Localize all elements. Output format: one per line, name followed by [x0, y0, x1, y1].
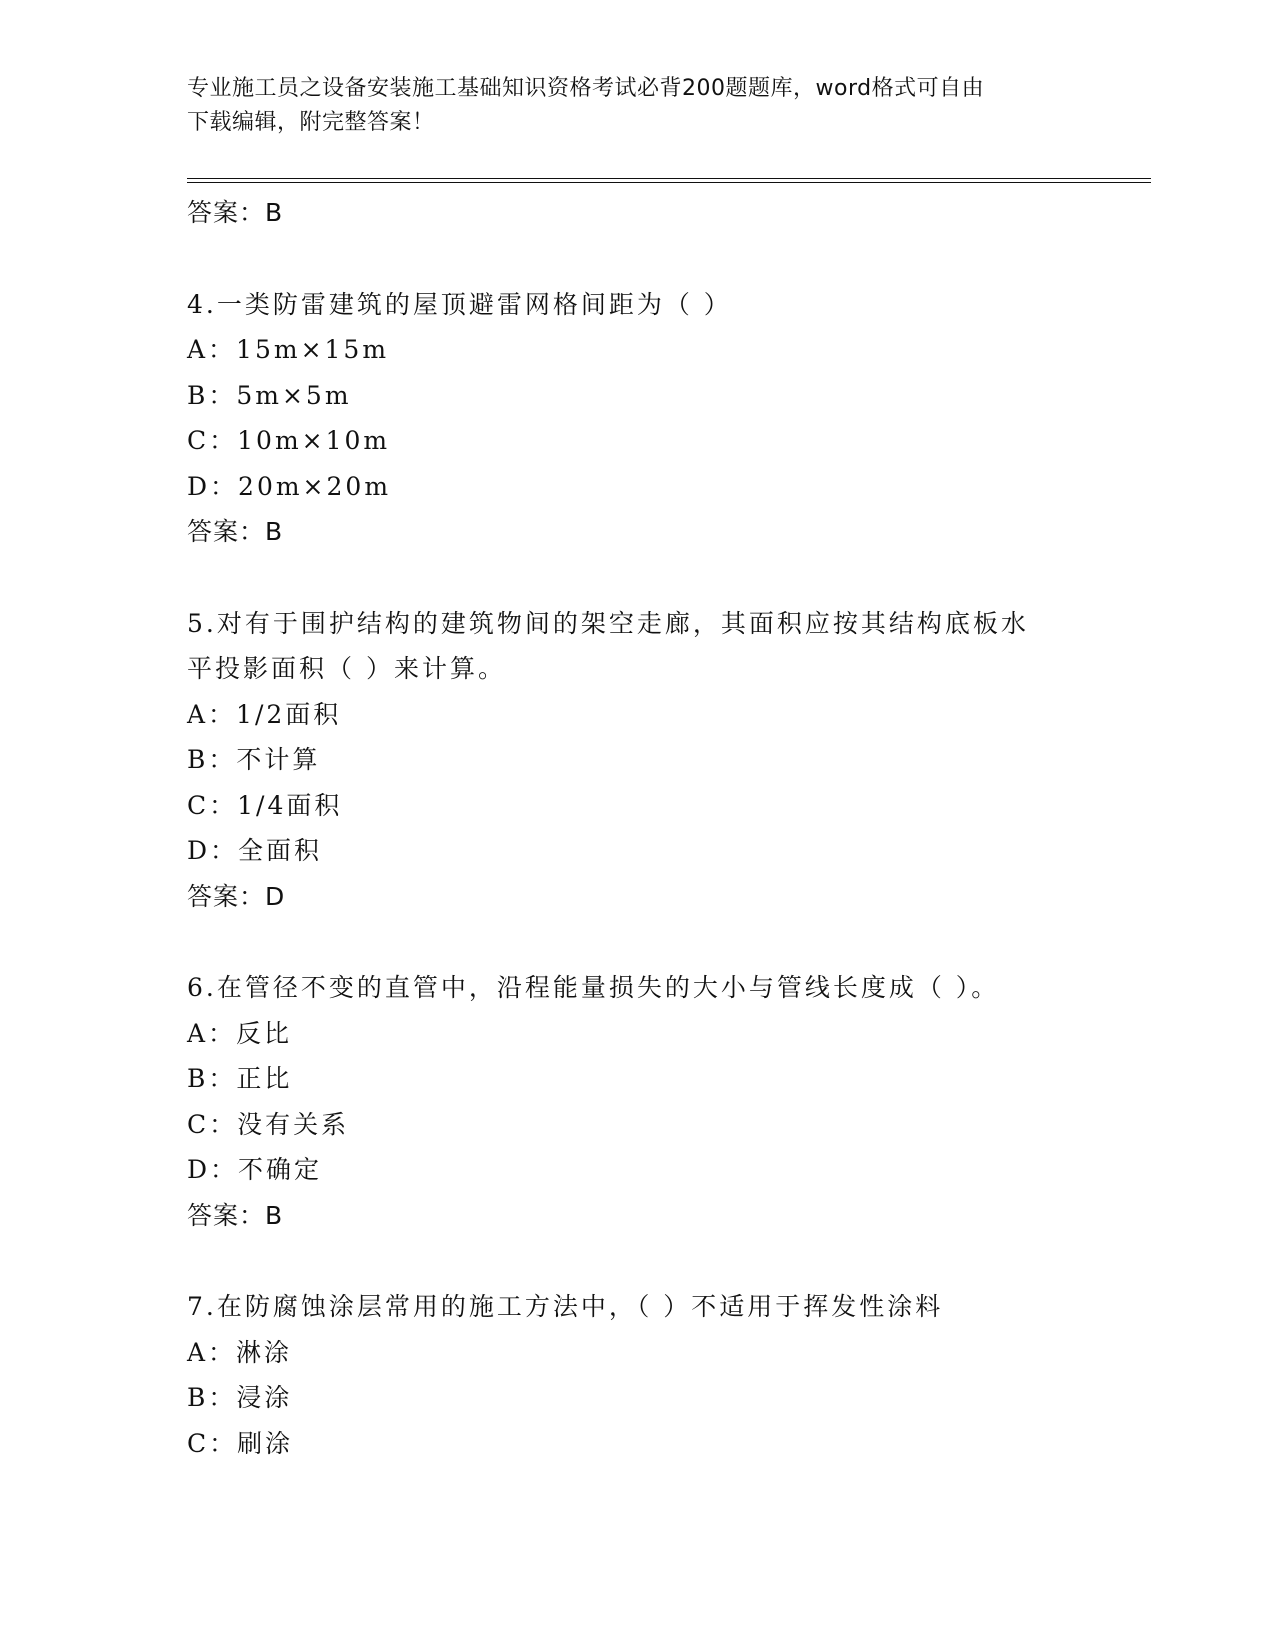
spacer	[187, 1238, 1151, 1284]
header-line-2: 下载编辑，附完整答案！	[187, 110, 435, 135]
option-a: A：15m×15m	[187, 335, 390, 364]
answer: 答案：B	[187, 1200, 284, 1230]
question-6	[187, 965, 1151, 1238]
question-5	[187, 601, 1151, 920]
option-d: D：20m×20m	[187, 471, 392, 501]
option-c: C：10m×10m	[187, 426, 391, 455]
previous-answer: 答案：B	[187, 198, 284, 227]
option-b: B：正比	[187, 1064, 293, 1093]
option-c: C：没有关系	[187, 1109, 350, 1139]
spacer	[187, 919, 1151, 965]
option-a: A：反比	[187, 1018, 293, 1048]
option-c: C：1/4面积	[187, 790, 343, 820]
question-stem: 6.在管径不变的直管中，沿程能量损失的大小与管线长度成（ ）。	[187, 973, 1000, 1002]
option-b: B：浸涂	[187, 1383, 293, 1412]
question-stem: 7.在防腐蚀涂层常用的施工方法中，（ ）不适用于挥发性涂料	[187, 1292, 944, 1321]
question-4	[187, 282, 1151, 555]
document-header	[187, 72, 1087, 140]
answer: 答案：D	[187, 881, 286, 911]
option-a: A：1/2面积	[187, 699, 342, 729]
question-stem-continued: 平投影面积（ ）来计算。	[187, 654, 506, 683]
question-list	[187, 190, 1151, 1466]
option-c: C：刷涂	[187, 1428, 294, 1458]
header-line-1: 专业施工员之设备安装施工基础知识资格考试必背200题题库，word格式可自由	[187, 76, 985, 101]
question-stem: 5.对有于围护结构的建筑物间的架空走廊，其面积应按其结构底板水	[187, 608, 1029, 638]
option-d: D：不确定	[187, 1155, 323, 1184]
option-d: D：全面积	[187, 836, 323, 865]
spacer	[187, 555, 1151, 601]
header-divider	[187, 178, 1151, 183]
question-stem: 4.一类防雷建筑的屋顶避雷网格间距为（ ）	[187, 289, 732, 319]
option-a: A：淋涂	[187, 1337, 293, 1367]
question-7	[187, 1284, 1151, 1466]
spacer	[187, 236, 1151, 282]
answer: 答案：B	[187, 517, 284, 546]
option-b: B：不计算	[187, 745, 321, 774]
option-b: B：5m×5m	[187, 380, 352, 410]
